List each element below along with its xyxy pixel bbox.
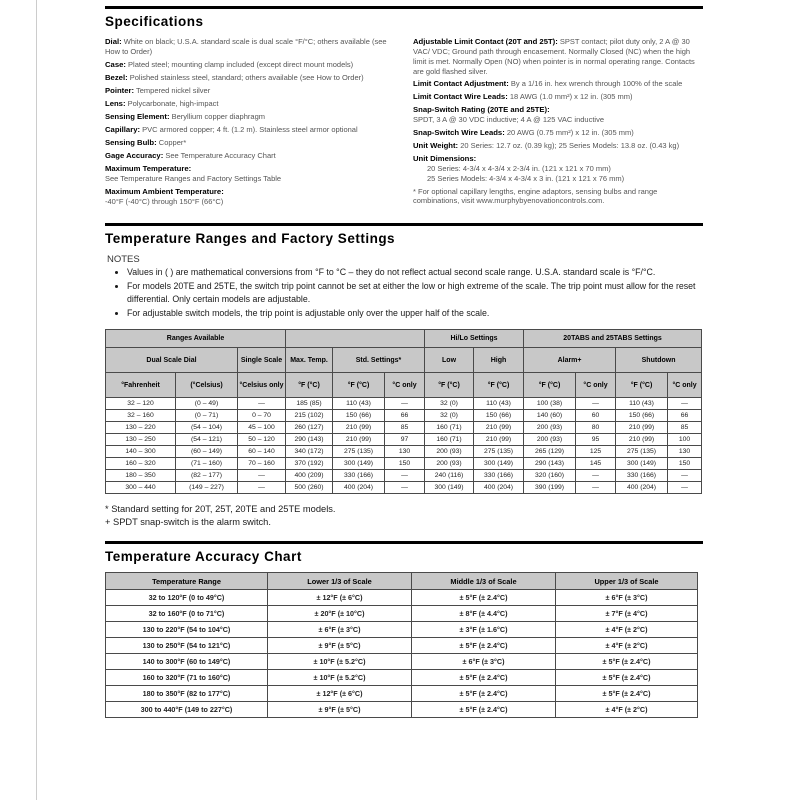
ranges-header-cell: °C only xyxy=(668,373,702,398)
spec-label: Snap-Switch Wire Leads: xyxy=(413,128,505,137)
spec-item: Limit Contact Wire Leads: 18 AWG (1.0 mm²) x 12 in. (305 mm) xyxy=(413,92,633,102)
table-cell: — xyxy=(238,470,286,482)
notes-block xyxy=(105,254,703,319)
table-cell: (82 – 177) xyxy=(176,470,238,482)
spec-item: Capillary: PVC armored copper; 4 ft. (1.2 m). Stainless steel armor optional xyxy=(105,124,358,134)
ranges-header-cell: Ranges Available xyxy=(106,330,286,348)
table-cell: 32 – 160 xyxy=(106,410,176,422)
ranges-footnotes xyxy=(105,504,703,527)
spec-item: Gage Accuracy: See Temperature Accuracy Chart xyxy=(105,150,276,160)
table-cell: 300 (149) xyxy=(333,458,385,470)
ranges-header-cell: °F (°C) xyxy=(286,373,333,398)
table-row xyxy=(106,702,698,718)
table-row xyxy=(106,670,698,686)
table-cell: — xyxy=(668,482,702,494)
table-cell: 100 (38) xyxy=(524,398,576,410)
table-cell: 210 (99) xyxy=(616,434,668,446)
spec-label: Capillary: xyxy=(105,124,141,134)
table-cell: 300 (149) xyxy=(616,458,668,470)
table-cell: 60 xyxy=(576,410,616,422)
spec-item: Sensing Bulb: Copper* xyxy=(105,137,187,147)
table-row xyxy=(106,410,702,422)
table-row xyxy=(106,606,698,622)
table-cell: 66 xyxy=(668,410,702,422)
ranges-header-cell: °C only xyxy=(385,373,425,398)
table-cell: 275 (135) xyxy=(616,446,668,458)
table-cell: 140 – 300 xyxy=(106,446,176,458)
ranges-header-cell: Alarm+ xyxy=(524,348,616,373)
table-cell: 0 – 70 xyxy=(238,410,286,422)
table-cell: (0 – 49) xyxy=(176,398,238,410)
table-cell: 150 xyxy=(385,458,425,470)
accuracy-title: Temperature Accuracy Chart xyxy=(105,541,703,564)
table-cell: 210 (99) xyxy=(616,422,668,434)
spec-item: Lens: Polycarbonate, high-impact xyxy=(105,98,219,108)
spec-item: Dial: White on black; U.S.A. standard scale is dual scale °F/°C; others available (see How to Order) xyxy=(105,37,387,56)
table-cell: ± 5°F (± 2.4°C) xyxy=(412,686,556,702)
table-cell: 400 (209) xyxy=(286,470,333,482)
spec-item: Limit Contact Adjustment: By a 1/16 in. hex wrench through 100% of the scale xyxy=(413,79,683,89)
ranges-header-cell: (°Celsius) xyxy=(176,373,238,398)
table-cell: 300 (149) xyxy=(474,458,524,470)
table-cell: — xyxy=(238,398,286,410)
table-cell: 210 (99) xyxy=(474,434,524,446)
notes-heading: NOTES xyxy=(107,254,140,266)
table-row xyxy=(106,686,698,702)
footnote: + SPDT snap-switch is the alarm switch. xyxy=(105,517,271,528)
table-cell: 150 (66) xyxy=(474,410,524,422)
table-cell: 160 to 320°F (71 to 160°C) xyxy=(106,670,268,686)
table-cell: — xyxy=(668,470,702,482)
temp-ranges-table xyxy=(105,329,702,494)
table-cell: 110 (43) xyxy=(474,398,524,410)
spec-item: Snap-Switch Rating (20TE and 25TE): SPDT, 3 A @ 30 VDC inductive; 4 A @ 125 VAC inductive xyxy=(413,105,605,125)
table-row xyxy=(106,434,702,446)
table-cell: 330 (166) xyxy=(474,470,524,482)
ranges-header-row xyxy=(106,348,702,373)
table-cell: 330 (166) xyxy=(333,470,385,482)
table-row xyxy=(106,590,698,606)
ranges-header-cell: Hi/Lo Settings xyxy=(425,330,524,348)
table-cell: ± 4°F (± 2°C) xyxy=(556,702,698,718)
table-cell: 110 (43) xyxy=(333,398,385,410)
page-content xyxy=(105,6,703,718)
table-cell: 400 (204) xyxy=(333,482,385,494)
spec-subline: 20 Series: 4-3/4 x 4-3/4 x 2-3/4 in. (121 x 121 x 70 mm) xyxy=(427,164,611,173)
table-cell: 60 – 140 xyxy=(238,446,286,458)
note-item: • Values in ( ) are mathematical conversions from °F to °C – they do not reflect actual second scale range. U.S.A. standard scale is °F/°C. xyxy=(127,266,703,279)
ranges-header-cell: °F (°C) xyxy=(524,373,576,398)
table-cell: — xyxy=(238,482,286,494)
table-cell: 160 (71) xyxy=(425,434,474,446)
table-cell: ± 3°F (± 1.6°C) xyxy=(412,622,556,638)
footnote: * Standard setting for 20T, 25T, 20TE and 25TE models. xyxy=(105,504,336,515)
table-cell: 300 – 440 xyxy=(106,482,176,494)
table-cell: 210 (99) xyxy=(474,422,524,434)
table-cell: — xyxy=(385,470,425,482)
table-cell: 100 xyxy=(668,434,702,446)
table-cell: ± 5°F (± 2.4°C) xyxy=(412,702,556,718)
table-cell: 32 to 160°F (0 to 71°C) xyxy=(106,606,268,622)
table-cell: 130 to 220°F (54 to 104°C) xyxy=(106,622,268,638)
table-cell: 140 to 300°F (60 to 149°C) xyxy=(106,654,268,670)
spec-label: Maximum Temperature: xyxy=(105,163,192,173)
spec-label: Sensing Bulb: xyxy=(105,137,157,147)
table-cell: 85 xyxy=(668,422,702,434)
table-cell: 45 – 100 xyxy=(238,422,286,434)
spec-label: Snap-Switch Rating (20TE and 25TE): xyxy=(413,105,550,115)
specifications-right-column xyxy=(413,37,703,209)
table-cell: 150 xyxy=(668,458,702,470)
table-cell: 390 (199) xyxy=(524,482,576,494)
ranges-header-cell: °Fahrenheit xyxy=(106,373,176,398)
ranges-header-cell: °F (°C) xyxy=(425,373,474,398)
table-cell: 240 (116) xyxy=(425,470,474,482)
accuracy-header-cell: Middle 1/3 of Scale xyxy=(412,573,556,590)
table-row xyxy=(106,654,698,670)
spec-label: Unit Weight: xyxy=(413,141,459,150)
table-cell: 130 xyxy=(668,446,702,458)
table-cell: (54 – 121) xyxy=(176,434,238,446)
spec-label: Dial: xyxy=(105,37,122,46)
spec-item: * For optional capillary lengths, engine adaptors, sensing bulbs and range combinations, visit www.murphybyenovationcontrols.com. xyxy=(413,186,658,206)
table-cell: ± 5°F (± 2.4°C) xyxy=(556,670,698,686)
specifications-left-column xyxy=(105,37,395,209)
table-cell: 160 (71) xyxy=(425,422,474,434)
table-cell: 130 – 220 xyxy=(106,422,176,434)
table-cell: — xyxy=(576,470,616,482)
ranges-header-cell: 20TABS and 25TABS Settings xyxy=(524,330,702,348)
table-cell: ± 6°F (± 3°C) xyxy=(412,654,556,670)
accuracy-header-cell: Temperature Range xyxy=(106,573,268,590)
table-row xyxy=(106,638,698,654)
table-cell: 400 (204) xyxy=(616,482,668,494)
spec-item: Sensing Element: Beryllium copper diaphragm xyxy=(105,111,265,121)
temp-ranges-title: Temperature Ranges and Factory Settings xyxy=(105,223,703,246)
table-cell: ± 5°F (± 2.4°C) xyxy=(412,638,556,654)
table-cell: ± 5°F (± 2.4°C) xyxy=(556,654,698,670)
table-cell: ± 10°F (± 5.2°C) xyxy=(268,654,412,670)
table-cell: 320 (160) xyxy=(524,470,576,482)
table-cell: — xyxy=(385,398,425,410)
table-cell: 210 (99) xyxy=(333,422,385,434)
spec-item: Snap-Switch Wire Leads: 20 AWG (0.75 mm²) x 12 in. (305 mm) xyxy=(413,128,634,137)
specifications-columns xyxy=(105,37,703,209)
table-cell: 330 (166) xyxy=(616,470,668,482)
table-cell: 300 (149) xyxy=(425,482,474,494)
ranges-table-head xyxy=(106,330,702,398)
ranges-header-cell: °C only xyxy=(576,373,616,398)
ranges-header-cell: High xyxy=(474,348,524,373)
spec-item xyxy=(413,154,703,184)
table-cell: 125 xyxy=(576,446,616,458)
table-row xyxy=(106,622,698,638)
table-cell: 130 xyxy=(385,446,425,458)
table-cell: ± 5°F (± 2.4°C) xyxy=(412,670,556,686)
ranges-header-cell: Low xyxy=(425,348,474,373)
table-cell: ± 20°F (± 10°C) xyxy=(268,606,412,622)
table-cell: 85 xyxy=(385,422,425,434)
table-cell: 290 (143) xyxy=(524,458,576,470)
table-cell: 500 (260) xyxy=(286,482,333,494)
table-cell: 130 to 250°F (54 to 121°C) xyxy=(106,638,268,654)
table-cell: (149 – 227) xyxy=(176,482,238,494)
table-cell: ± 10°F (± 5.2°C) xyxy=(268,670,412,686)
ranges-header-cell: Shutdown xyxy=(616,348,702,373)
ranges-header-cell: °F (°C) xyxy=(474,373,524,398)
table-cell: ± 8°F (± 4.4°C) xyxy=(412,606,556,622)
table-cell: — xyxy=(668,398,702,410)
table-cell: 50 – 120 xyxy=(238,434,286,446)
table-cell: 130 – 250 xyxy=(106,434,176,446)
table-cell: 110 (43) xyxy=(616,398,668,410)
notes-list xyxy=(113,266,703,319)
note-item: • For models 20TE and 25TE, the switch trip point cannot be set at either the low or high extreme of the scale. The trip point must allow for the reset differential. Only certain models are adjustable. xyxy=(127,280,703,306)
spec-label: Unit Dimensions: xyxy=(413,154,477,163)
table-cell: 160 – 320 xyxy=(106,458,176,470)
table-row xyxy=(106,458,702,470)
table-cell: 32 (0) xyxy=(425,410,474,422)
table-row xyxy=(106,482,702,494)
table-cell: — xyxy=(576,482,616,494)
table-cell: 180 to 350°F (82 to 177°C) xyxy=(106,686,268,702)
table-cell: 370 (192) xyxy=(286,458,333,470)
ranges-header-row xyxy=(106,330,702,348)
table-cell: 32 (0) xyxy=(425,398,474,410)
table-cell: 185 (85) xyxy=(286,398,333,410)
table-cell: 66 xyxy=(385,410,425,422)
table-cell: ± 12°F (± 6°C) xyxy=(268,590,412,606)
spec-subline: 25 Series Models: 4-3/4 x 4-3/4 x 3 in. (121 x 121 x 76 mm) xyxy=(427,173,625,183)
spec-item: Unit Weight: 20 Series: 12.7 oz. (0.39 kg); 25 Series Models: 13.8 oz. (0.43 kg) xyxy=(413,141,680,150)
table-cell: 80 xyxy=(576,422,616,434)
spec-label: Adjustable Limit Contact (20T and 25T): xyxy=(413,37,558,46)
table-cell: ± 6°F (± 3°C) xyxy=(556,590,698,606)
table-cell: ± 4°F (± 2°C) xyxy=(556,622,698,638)
spec-item: Pointer: Tempered nickel silver xyxy=(105,85,211,95)
spec-label: Lens: xyxy=(105,98,126,108)
table-cell: 200 (93) xyxy=(524,434,576,446)
table-cell: ± 5°F (± 2.4°C) xyxy=(412,590,556,606)
spec-label: Maximum Ambient Temperature: xyxy=(105,186,224,196)
table-cell: 260 (127) xyxy=(286,422,333,434)
table-cell: 215 (102) xyxy=(286,410,333,422)
ranges-header-cell: °F (°C) xyxy=(333,373,385,398)
table-cell: 150 (66) xyxy=(616,410,668,422)
table-row xyxy=(106,470,702,482)
ranges-header-cell: °Celsius only xyxy=(238,373,286,398)
table-cell: 200 (93) xyxy=(524,422,576,434)
table-cell: 32 to 120°F (0 to 49°C) xyxy=(106,590,268,606)
accuracy-table-body xyxy=(106,590,698,718)
spec-label: Bezel: xyxy=(105,72,128,82)
table-cell: 275 (135) xyxy=(474,446,524,458)
spec-item: Adjustable Limit Contact (20T and 25T): SPST contact; pilot duty only, 2 A @ 30 VAC/ VDC; Ground path through encasement. Normally Closed (NC) when the high limit is met. Normally Open (NO) when pointer is in normal operating range. Contacts are gold flashed silver. xyxy=(413,37,695,76)
table-cell: 180 – 350 xyxy=(106,470,176,482)
ranges-header-cell: Dual Scale Dial xyxy=(106,348,238,373)
page-left-rule xyxy=(36,0,37,800)
table-cell: 400 (204) xyxy=(474,482,524,494)
spec-label: Gage Accuracy: xyxy=(105,150,164,160)
table-cell: — xyxy=(576,398,616,410)
ranges-header-cell: Single Scale xyxy=(238,348,286,373)
table-cell: ± 7°F (± 4°C) xyxy=(556,606,698,622)
table-cell: 340 (172) xyxy=(286,446,333,458)
accuracy-table xyxy=(105,572,698,718)
table-cell: 32 – 120 xyxy=(106,398,176,410)
table-cell: ± 12°F (± 6°C) xyxy=(268,686,412,702)
table-row xyxy=(106,398,702,410)
table-cell: ± 6°F (± 3°C) xyxy=(268,622,412,638)
table-cell: (0 – 71) xyxy=(176,410,238,422)
table-cell: 200 (93) xyxy=(425,446,474,458)
spec-item: Maximum Temperature: See Temperature Ranges and Factory Settings Table xyxy=(105,163,282,183)
spec-item: Case: Plated steel; mounting clamp included (except direct mount models) xyxy=(105,59,354,69)
table-cell: (60 – 149) xyxy=(176,446,238,458)
note-item: • For adjustable switch models, the trip point is adjustable only over the upper half of the scale. xyxy=(127,307,703,320)
table-cell: 150 (66) xyxy=(333,410,385,422)
spec-label: Case: xyxy=(105,59,126,69)
table-cell: 210 (99) xyxy=(333,434,385,446)
table-cell: ± 9°F (± 5°C) xyxy=(268,638,412,654)
spec-label: Sensing Element: xyxy=(105,111,170,121)
table-cell: (71 – 160) xyxy=(176,458,238,470)
table-cell: 265 (129) xyxy=(524,446,576,458)
accuracy-header-cell: Lower 1/3 of Scale xyxy=(268,573,412,590)
table-cell: 70 – 160 xyxy=(238,458,286,470)
spec-label: Pointer: xyxy=(105,85,135,95)
ranges-header-cell: Max. Temp. xyxy=(286,348,333,373)
table-cell: 300 to 440°F (149 to 227°C) xyxy=(106,702,268,718)
ranges-header-row xyxy=(106,373,702,398)
ranges-header-cell xyxy=(286,330,425,348)
ranges-table-body xyxy=(106,398,702,494)
table-cell: ± 9°F (± 5°C) xyxy=(268,702,412,718)
table-cell: 95 xyxy=(576,434,616,446)
table-cell: 145 xyxy=(576,458,616,470)
spec-item: Bezel: Polished stainless steel, standard; others available (see How to Order) xyxy=(105,72,364,82)
accuracy-table-head xyxy=(106,573,698,590)
table-cell: 140 (60) xyxy=(524,410,576,422)
table-cell: — xyxy=(385,482,425,494)
table-cell: 275 (135) xyxy=(333,446,385,458)
table-cell: 97 xyxy=(385,434,425,446)
accuracy-header-cell: Upper 1/3 of Scale xyxy=(556,573,698,590)
ranges-header-cell: °F (°C) xyxy=(616,373,668,398)
spec-label: Limit Contact Wire Leads: xyxy=(413,92,508,102)
table-cell: 200 (93) xyxy=(425,458,474,470)
specifications-title: Specifications xyxy=(105,6,703,29)
table-row xyxy=(106,422,702,434)
ranges-header-cell: Std. Settings* xyxy=(333,348,425,373)
spec-label: Limit Contact Adjustment: xyxy=(413,79,509,89)
table-cell: (54 – 104) xyxy=(176,422,238,434)
spec-item: Maximum Ambient Temperature: -40°F (-40°C) through 150°F (66°C) xyxy=(105,186,224,206)
table-cell: ± 4°F (± 2°C) xyxy=(556,638,698,654)
table-row xyxy=(106,446,702,458)
table-cell: ± 5°F (± 2.4°C) xyxy=(556,686,698,702)
accuracy-header-row xyxy=(106,573,698,590)
table-cell: 290 (143) xyxy=(286,434,333,446)
